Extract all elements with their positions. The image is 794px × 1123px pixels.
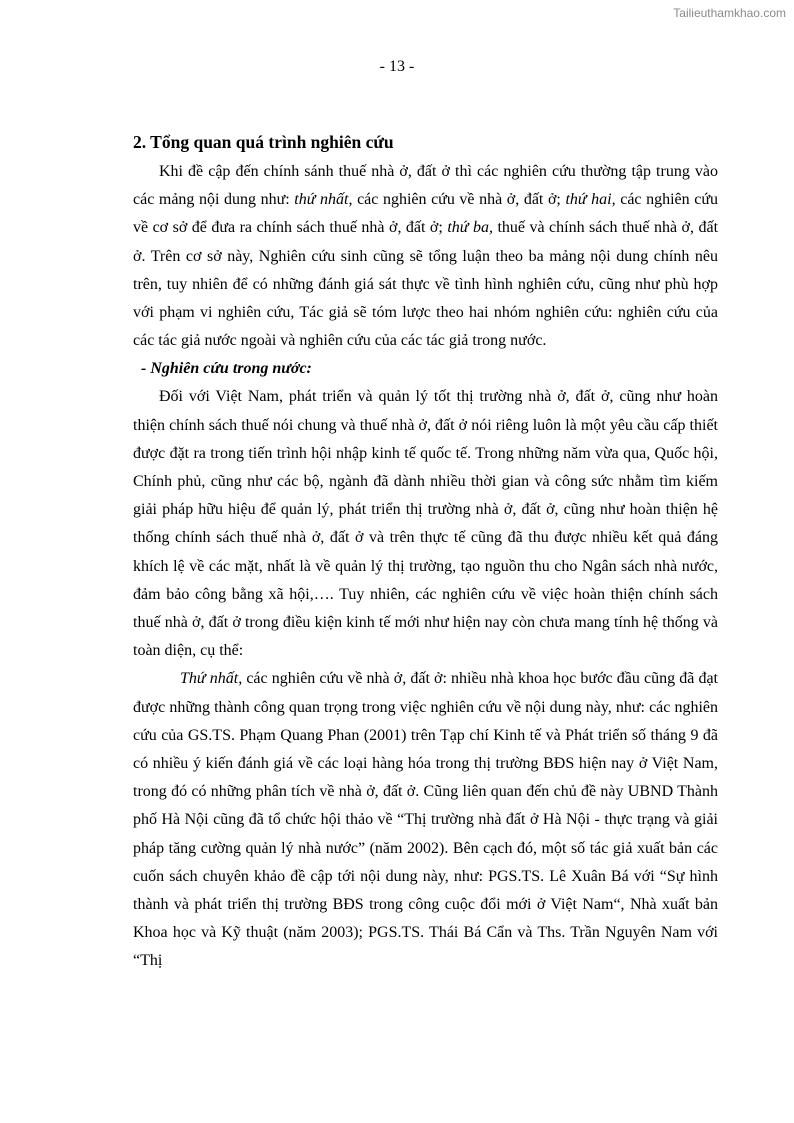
- text-run: Khi đề cập đến chính sánh thuế nhà ở, đất ở thì các nghiên cứu thường tập trung vào các mảng nội dung như:: [133, 163, 718, 209]
- page-number: - 13 -: [379, 58, 415, 75]
- text-run-italic: thứ ba,: [447, 219, 493, 237]
- text-run-italic: thứ hai,: [565, 191, 616, 209]
- watermark: Tailieuthamkhao.com: [673, 6, 786, 20]
- text-run-italic: thứ nhất,: [294, 191, 353, 209]
- domestic-paragraph: Đối với Việt Nam, phát triển và quản lý tốt thị trường nhà ở, đất ở, cũng như hoàn thiện chính sách thuế nói chung và thuế nhà ở, đất ở nói riêng luôn là một yêu cầu cấp thiết được đặt ra trong tiến trình hội nhập kinh tế quốc tế. Trong những năm vừa qua, Quốc hội, Chính phủ, cũng như các bộ, ngành đã dành nhiều thời gian và công sức nhằm tìm kiếm giải pháp hữu hiệu để quản lý, phát triển thị trường nhà ở, đất ở, cũng như hoàn thiện hệ thống chính sách thuế nhà ở, đất ở và trên thực tế cũng đã thu được nhiều kết quả đáng khích lệ về các mặt, nhất là về quản lý thị trường, tạo nguồn thu cho Ngân sách nhà nước, đảm bảo công bằng xã hội,…. Tuy nhiên, các nghiên cứu về việc hoàn thiện chính sách thuế nhà ở, đất ở trong điều kiện kinh tế mới như hiện nay còn chưa mang tính hệ thống và toàn diện, cụ thể:: [133, 388, 718, 660]
- intro-paragraph: [133, 158, 718, 355]
- subheading-domestic-research: - Nghiên cứu trong nước:: [141, 360, 312, 378]
- text-run: các nghiên cứu về cơ sở để đưa ra chính sách thuế nhà ở, đất ở;: [133, 191, 718, 237]
- text-run-italic: Thứ nhất,: [180, 670, 243, 688]
- section-heading: 2. Tổng quan quá trình nghiên cứu: [133, 132, 394, 152]
- text-run: thuế và chính sách thuế nhà ở, đất ở. Trên cơ sở này, Nghiên cứu sinh cũng sẽ tổng luận theo ba mảng nội dung chính nêu trên, tuy nhiên để có những đánh giá sát thực về tình hình nghiên cứu, cũng như phù hợp với phạm vi nghiên cứu, Tác giả sẽ tóm lược theo hai nhóm nghiên cứu: nghiên cứu của các tác giả nước ngoài và nghiên cứu của các tác giả trong nước.: [133, 219, 719, 350]
- first-point-paragraph: [133, 665, 718, 975]
- text-run: các nghiên cứu về nhà ở, đất ở: nhiều nhà khoa học bước đầu cũng đã đạt được những thành công quan trọng trong việc nghiên cứu về nội dung này, như: các nghiên cứu của GS.TS. Phạm Quang Phan (2001) trên Tạp chí Kinh tế và Phát triển số tháng 9 đã có nhiều ý kiến đánh giá về các loại hàng hóa trong thị trường BĐS hiện nay ở Việt Nam, trong đó có những phân tích về nhà ở, đất ở. Cũng liên quan đến chủ đề này UBND Thành phố Hà Nội cũng đã tổ chức hội thảo về “Thị trường nhà đất ở Hà Nội - thực trạng và giải pháp tăng cường quản lý nhà nước” (năm 2002). Bên cạch đó, một số tác giả xuất bản các cuốn sách chuyên khảo đề cập tới nội dung này, như: PGS.TS. Lê Xuân Bá với “Sự hình thành và phát triển thị trường BĐS trong công cuộc đổi mới ở Việt Nam“, Nhà xuất bản Khoa học và Kỹ thuật (năm 2003); PGS.TS. Thái Bá Cẩn và Ths. Trần Nguyên Nam với “Thị: [133, 670, 718, 970]
- document-body: [133, 128, 718, 976]
- text-run: các nghiên cứu về nhà ở, đất ở;: [352, 191, 566, 209]
